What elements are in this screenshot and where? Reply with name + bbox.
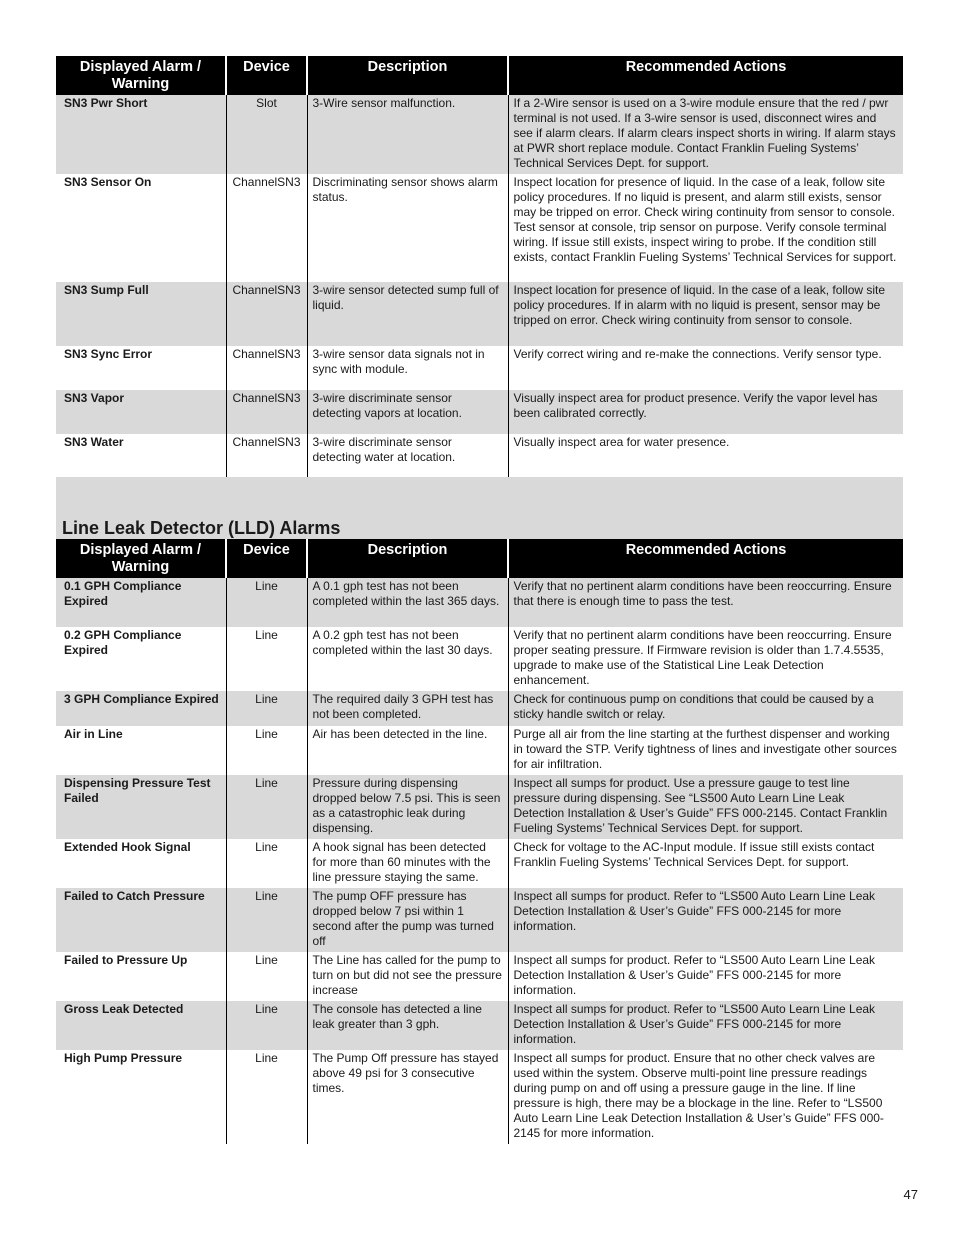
alarm-cell: Dispensing Pressure Test Failed <box>56 775 226 839</box>
header-actions: Recommended Actions <box>508 56 903 95</box>
table-row <box>56 726 903 775</box>
sn3-alarms-table <box>56 56 903 478</box>
alarm-cell: SN3 Pwr Short <box>56 95 226 174</box>
header-actions: Recommended Actions <box>508 539 903 578</box>
table-row <box>56 390 903 434</box>
table-row <box>56 434 903 478</box>
table-row <box>56 839 903 888</box>
alarm-cell: SN3 Vapor <box>56 390 226 434</box>
table-row <box>56 775 903 839</box>
action-cell: Check for continuous pump on conditions that could be caused by a sticky handle switch or relay. <box>508 691 903 726</box>
alarm-cell: High Pump Pressure <box>64 1051 183 1065</box>
alarm-cell: SN3 Sensor On <box>64 175 152 189</box>
alarm-cell: Extended Hook Signal <box>64 840 191 854</box>
header-alarm: Displayed Alarm / Warning <box>56 56 226 95</box>
action-cell: Purge all air from the line starting at the furthest dispenser and working in toward the STP. Verify tightness of lines and investigate other sources for air infiltration. <box>508 726 903 775</box>
alarm-cell: 3 GPH Compliance Expired <box>56 691 226 726</box>
description-cell: The Pump Off pressure has stayed above 49 psi for 3 consecutive times. <box>307 1050 508 1144</box>
alarm-cell: Failed to Pressure Up <box>64 953 188 967</box>
action-cell: Check for voltage to the AC-Input module. If issue still exists contact Franklin Fueling Systems’ Technical Services Dept. for support. <box>508 839 903 888</box>
alarm-cell: SN3 Sync Error <box>64 347 153 361</box>
action-cell: Inspect all sumps for product. Use a pressure gauge to test line pressure during dispensing. See “LS500 Auto Learn Line Leak Detection Installation & User’s Guide” FFS 000-2145. Contact Franklin Fueling Systems’ Technical Services Dept. for support. <box>508 775 903 839</box>
table-row <box>56 1050 903 1144</box>
device-cell: Line <box>226 952 307 1001</box>
alarm-cell: Air in Line <box>64 727 123 741</box>
device-cell: Line <box>226 578 307 627</box>
description-cell: A 0.2 gph test has not been completed within the last 30 days. <box>307 627 508 691</box>
description-cell: 3-wire discriminate sensor detecting vapors at location. <box>307 390 508 434</box>
table-row <box>56 95 903 174</box>
device-cell: ChannelSN3 <box>226 390 307 434</box>
description-cell: Discriminating sensor shows alarm status. <box>307 174 508 282</box>
description-cell: 3-wire sensor detected sump full of liquid. <box>307 282 508 346</box>
action-cell: If a 2-Wire sensor is used on a 3-wire module ensure that the red / pwr terminal is not used. If a 3-wire sensor is used, disconnect wires and see if alarm clears. If alarm clears inspect shorts in wiring. If alarm stays at PWR short replace module. Contact Franklin Fueling Systems’ Technical Services Dept. for support. <box>508 95 903 174</box>
description-cell: A hook signal has been detected for more than 60 minutes with the line pressure staying the same. <box>307 839 508 888</box>
table-row <box>56 174 903 282</box>
device-cell: ChannelSN3 <box>226 346 307 390</box>
device-cell: ChannelSN3 <box>226 282 307 346</box>
description-cell: 3-Wire sensor malfunction. <box>307 95 508 174</box>
device-cell: Line <box>226 691 307 726</box>
description-cell: Pressure during dispensing dropped below 7.5 psi. This is seen as a catastrophic leak during dispensing. <box>307 775 508 839</box>
description-cell: 3-wire sensor data signals not in sync with module. <box>307 346 508 390</box>
action-cell: Inspect location for presence of liquid. In the case of a leak, follow site policy procedures. If no liquid is present, and alarm still exists, sensor may be tripped on error. Check wiring continuity from sensor to console. Test sensor at console, trip sensor on purpose. Verify console terminal wiring. If issue still exists, inspect wiring to probe. If the condition still exists, contact Franklin Fueling Systems’ Technical Services for support. <box>508 174 903 282</box>
table-row <box>56 627 903 691</box>
device-cell: Slot <box>226 95 307 174</box>
alarm-cell: 0.1 GPH Compliance Expired <box>56 578 226 627</box>
device-cell: ChannelSN3 <box>226 434 307 478</box>
action-cell: Inspect all sumps for product. Refer to “LS500 Auto Learn Line Leak Detection Installation & User’s Guide” FFS 000-2145 for more information. <box>508 888 903 952</box>
lld-alarms-table <box>56 539 903 1144</box>
page-number: 47 <box>903 1187 918 1202</box>
device-cell: Line <box>226 839 307 888</box>
table-header-row <box>56 539 903 578</box>
description-cell: The console has detected a line leak greater than 3 gph. <box>307 1001 508 1050</box>
device-cell: Line <box>226 775 307 839</box>
table-row <box>56 578 903 627</box>
description-cell: The Line has called for the pump to turn on but did not see the pressure increase <box>307 952 508 1001</box>
description-cell: Air has been detected in the line. <box>307 726 508 775</box>
alarm-cell: Gross Leak Detected <box>56 1001 226 1050</box>
action-cell: Visually inspect area for water presence. <box>508 434 903 478</box>
table-row <box>56 888 903 952</box>
header-device: Device <box>226 56 307 95</box>
action-cell: Inspect location for presence of liquid. In the case of a leak, follow site policy procedures. If in alarm with no liquid is present, sensor may be tripped on error. Check wiring continuity from sensor to console. <box>508 282 903 346</box>
header-description: Description <box>307 539 508 578</box>
description-cell: The pump OFF pressure has dropped below 7 psi within 1 second after the pump was turned off <box>307 888 508 952</box>
table-row <box>56 346 903 390</box>
action-cell: Inspect all sumps for product. Refer to “LS500 Auto Learn Line Leak Detection Installation & User’s Guide” FFS 000-2145 for more information. <box>508 952 903 1001</box>
header-alarm: Displayed Alarm / Warning <box>56 539 226 578</box>
alarm-cell: 0.2 GPH Compliance Expired <box>64 628 182 657</box>
description-cell: A 0.1 gph test has not been completed within the last 365 days. <box>307 578 508 627</box>
table-header-row <box>56 56 903 95</box>
header-description: Description <box>307 56 508 95</box>
device-cell: Line <box>226 1050 307 1144</box>
description-cell: The required daily 3 GPH test has not been completed. <box>307 691 508 726</box>
table-row <box>56 952 903 1001</box>
device-cell: Line <box>226 627 307 691</box>
action-cell: Verify that no pertinent alarm conditions have been reoccurring. Ensure proper seating pressure. If Firmware revision is older than 1.7.4.5535, upgrade to make use of the Statistical Line Leak Detection enhancement. <box>508 627 903 691</box>
action-cell: Verify that no pertinent alarm conditions have been reoccurring. Ensure that there is enough time to pass the test. <box>508 578 903 627</box>
action-cell: Visually inspect area for product presence. Verify the vapor level has been calibrated correctly. <box>508 390 903 434</box>
alarm-cell: SN3 Water <box>64 435 124 449</box>
alarm-cell: Failed to Catch Pressure <box>56 888 226 952</box>
table-row <box>56 691 903 726</box>
action-cell: Inspect all sumps for product. Ensure that no other check valves are used within the system. Observe multi-point line pressure readings during pump on and off using a pressure gauge in the line. If line pressure is high, there may be a blockage in the line. Refer to “LS500 Auto Learn Line Leak Detection Installation & User’s Guide” FFS 000-2145 for more information. <box>508 1050 903 1144</box>
action-cell: Verify correct wiring and re-make the connections. Verify sensor type. <box>508 346 903 390</box>
table-row <box>56 1001 903 1050</box>
device-cell: Line <box>226 726 307 775</box>
table-row <box>56 282 903 346</box>
action-cell: Inspect all sumps for product. Refer to “LS500 Auto Learn Line Leak Detection Installation & User’s Guide” FFS 000-2145 for more information. <box>508 1001 903 1050</box>
alarm-cell: SN3 Sump Full <box>56 282 226 346</box>
device-cell: Line <box>226 888 307 952</box>
section-title: Line Leak Detector (LLD) Alarms <box>62 518 341 538</box>
description-cell: 3-wire discriminate sensor detecting water at location. <box>307 434 508 478</box>
header-device: Device <box>226 539 307 578</box>
device-cell: ChannelSN3 <box>226 174 307 282</box>
device-cell: Line <box>226 1001 307 1050</box>
